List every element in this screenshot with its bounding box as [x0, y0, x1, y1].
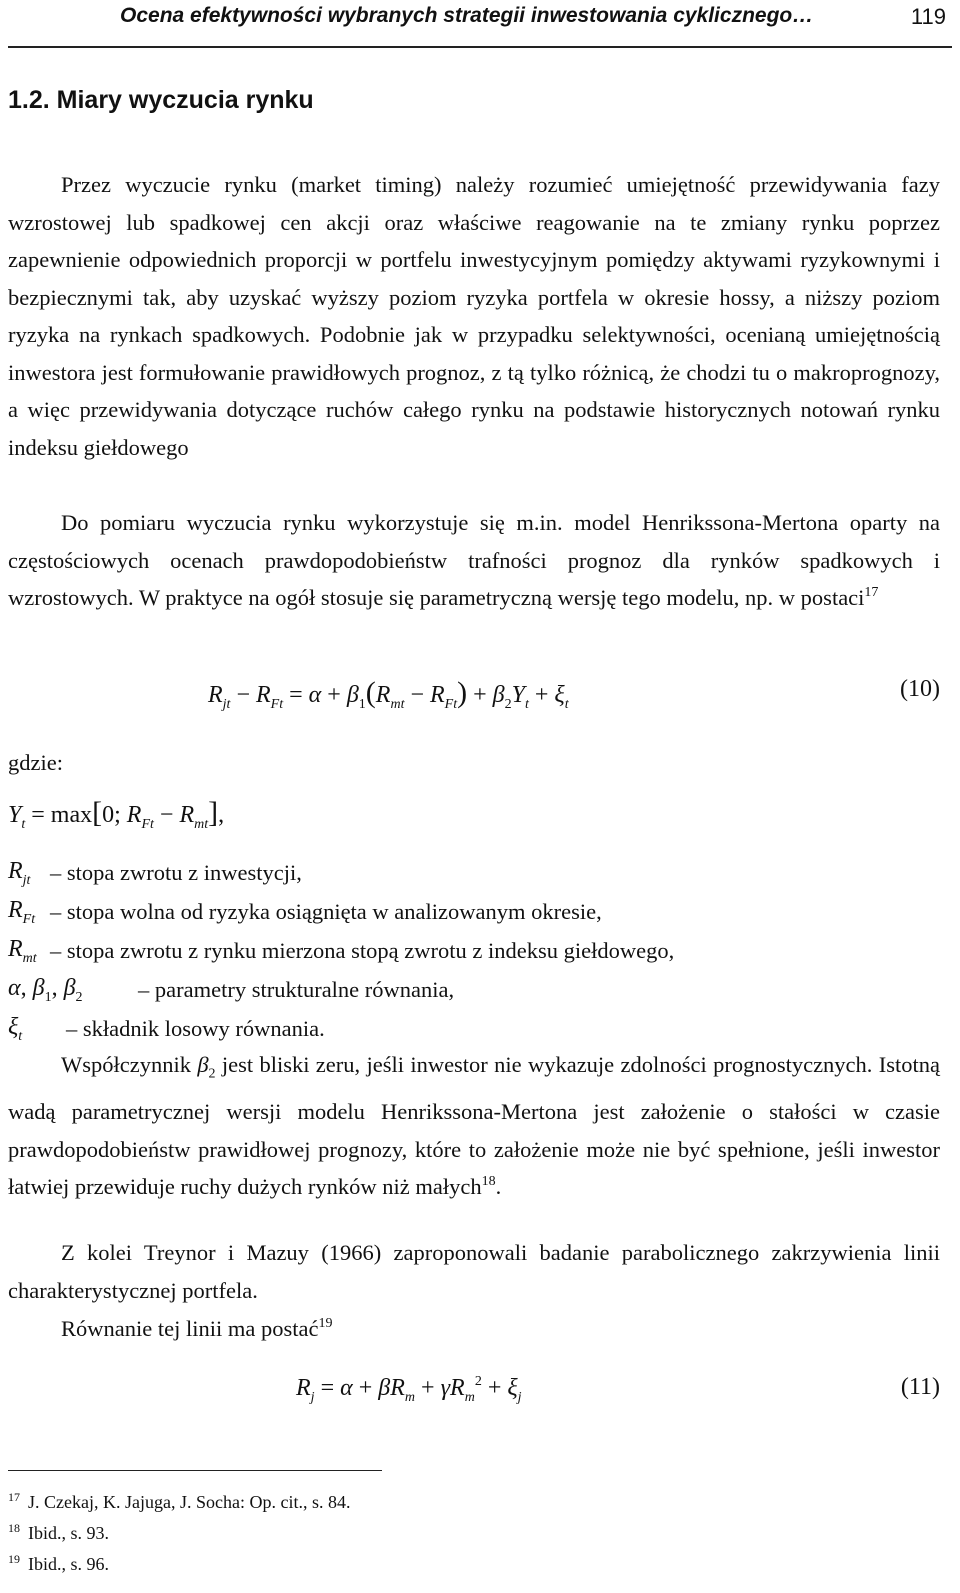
symbol-rft: $R_{Ft}$	[8, 897, 36, 927]
equation-10	[8, 676, 940, 720]
running-header	[8, 0, 952, 48]
footnote-text: Ibid., s. 93.	[28, 1523, 109, 1543]
footnote-text: J. Czekaj, K. Jajuga, J. Socha: Op. cit., s. 84.	[28, 1492, 351, 1512]
equation-number: (11)	[900, 1374, 940, 1400]
paragraph-henriksson-merton	[8, 504, 940, 617]
symbol-xi: $\xi_t$	[8, 1014, 23, 1044]
definition-text: – stopa zwrotu z rynku mierzona stopą zwrotu z indeksu giełdowego,	[50, 938, 675, 963]
definition-text: – składnik losowy równania.	[66, 1016, 325, 1041]
definition-row	[8, 975, 940, 1014]
paragraph-text: Współczynnik	[61, 1052, 198, 1077]
footnote-divider	[8, 1470, 382, 1471]
equation-number: (10)	[900, 676, 940, 702]
definition-row	[8, 897, 940, 936]
footnote-ref[interactable]: 17	[864, 585, 879, 600]
page-number: 119	[910, 4, 946, 29]
equation-11	[8, 1374, 940, 1418]
definition-text: – stopa wolna od ryzyka osiągnięta w analizowanym okresie,	[50, 899, 602, 924]
where-label: gdzie:	[8, 750, 63, 775]
equation-formula: $R_{jt} - R_{Ft} = \alpha + \beta_1(R_{mt} - R_{Ft}) + \beta_2Y_t + \xi_t$	[208, 676, 569, 712]
y-definition-formula: $Y_t = \max[0$; $R_{Ft} - R_{mt}$],	[8, 796, 225, 832]
definition-row	[8, 936, 940, 975]
footnote-item	[8, 1515, 350, 1546]
footnote-text: Ibid., s. 96.	[28, 1554, 109, 1574]
symbol-rmt: $R_{mt}$	[8, 936, 37, 966]
paragraph-beta-coefficient: Współczynnik $\beta_2$ jest bliski zeru, jeśli inwestor nie wykazuje zdolności prognostycznych. Istotną wadą parametrycznej wersji modelu Henrikssona-Mertona jest założenie o stałości w czasie prawdopodobieństw prawidłowej prognozy, które to założenie może nie być spełnione, jeśli inwestor łatwiej przewiduje ruchy dużych rynków niż małych$^{18}$.	[8, 1052, 940, 1199]
paragraph-text: Równanie tej linii ma postać	[61, 1316, 319, 1341]
footnote-ref[interactable]: 19	[318, 1316, 333, 1331]
section-heading: 1.2. Miary wyczucia rynku	[8, 86, 314, 114]
definition-text: – stopa zwrotu z inwestycji,	[50, 860, 302, 885]
symbol-definitions	[8, 858, 940, 1053]
running-title: Ocena efektywności wybranych strategii inwestowania cyklicznego…	[120, 4, 814, 27]
paragraph-equation-intro	[8, 1310, 940, 1348]
paragraph-text: Do pomiaru wyczucia rynku wykorzystuje się m.in. model Henrikssona-Mertona oparty na częstościowych ocenach prawdopodobieństw trafności prognoz dla rynków spadkowych i wzrostowych. W praktyce na ogół stosuje się parametryczną wersję tego modelu, np. w postaci	[8, 510, 940, 610]
paragraph-treynor-mazuy	[8, 1234, 940, 1309]
footnote-number: 18	[8, 1521, 20, 1535]
symbol-rjt: $R_{jt}$	[8, 858, 31, 888]
paragraph-text: Przez wyczucie rynku (market timing) należy rozumieć umiejętność przewidywania fazy wzrostowej lub spadkowej cen akcji oraz właściwe reagowanie na te zmiany rynku poprzez zapewnienie odpowiednich proporcji w portfelu inwestycyjnym pomiędzy aktywami ryzykownymi i bezpiecznymi tak, aby uzyskać wyższy poziom ryzyka portfela w okresie hossy, a niższy poziom ryzyka na rynkach spadkowych. Podobnie jak w przypadku selektywności, ocenianą umiejętnością inwestora jest formułowanie prawidłowych prognoz, z tą tylko różnicą, że chodzi tu o makroprognozy, a więc przewidywania dotyczące ruchów całego rynku na podstawie historycznych notowań rynku indeksu giełdowego	[8, 172, 940, 460]
footnote-number: 17	[8, 1490, 20, 1504]
definition-row	[8, 858, 940, 897]
footnote-ref[interactable]: 18	[481, 1174, 496, 1189]
paragraph-text: Z kolei Treynor i Mazuy (1966) zaproponowali badanie parabolicznego zakrzywienia linii charakterystycznej portfela.	[8, 1240, 940, 1303]
footnote-item	[8, 1546, 350, 1577]
paragraph-market-timing	[8, 166, 940, 466]
footnote-item	[8, 1484, 350, 1515]
paragraph-text: .	[495, 1174, 502, 1199]
equation-formula: $R_j = \alpha + \beta R_m + \gamma R_m^2 + \xi_j$	[296, 1374, 522, 1405]
footnote-number: 19	[8, 1552, 20, 1566]
footnotes	[8, 1484, 350, 1577]
definition-text: – parametry strukturalne równania,	[138, 977, 455, 1002]
symbol-parameters: α, $\beta_1$, $\beta_2$	[8, 975, 83, 1005]
paragraph-text: jest bliski zeru, jeśli inwestor nie wykazuje zdolności prognostycznych. Istotną wadą parametrycznej wersji modelu Henrikssona-Mertona jest założenie o stałości w czasie prawdopodobieństw prawidłowej prognozy, które to założenie może nie być spełnione, jeśli inwestor łatwiej przewiduje ruchy dużych rynków niż małych	[8, 1052, 940, 1199]
